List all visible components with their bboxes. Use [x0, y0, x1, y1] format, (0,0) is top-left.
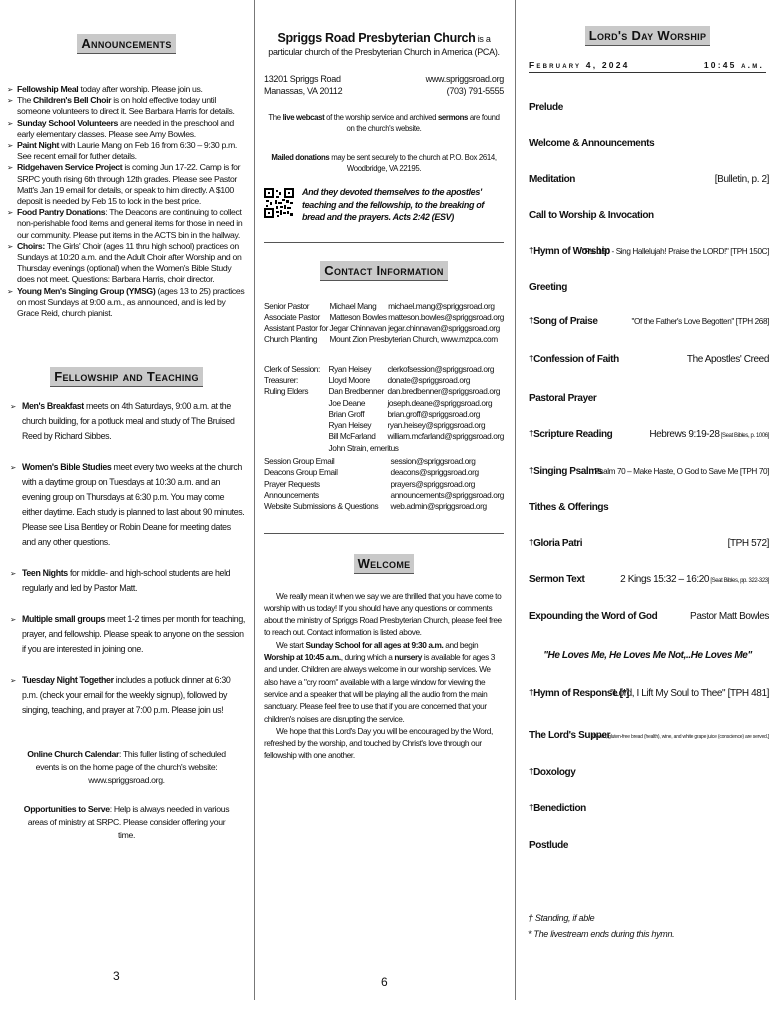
qr-code-icon[interactable] — [264, 188, 294, 218]
fellowship-item: ➢ Multiple small groups meet 1-2 times per month for teaching, prayer, and fellowship. Please speak to anyone on the session if you are interested in joining one. — [8, 612, 245, 657]
worship-item-detail: "Ps. 150 - Sing Hallelujah! Praise the LORD!" [TPH 150C] — [582, 247, 769, 256]
contact-name: Bill McFarland — [328, 431, 376, 442]
contact-email[interactable]: brian.groff@spriggsroad.org — [387, 408, 480, 419]
contact-role: Announcements — [264, 489, 319, 500]
worship-item — [529, 102, 769, 113]
footnote-standing: † Standing, if able — [528, 913, 595, 923]
contact-heading: Contact Information — [320, 261, 447, 281]
contact-name: Ryan Heisey — [328, 363, 372, 374]
bible-verse: And they devoted themselves to the apostles' teaching and the fellowship, to the breaking of bread and the prayers. Acts 2:42 (ESV) — [302, 187, 485, 222]
worship-item-label: †Benediction — [529, 803, 586, 814]
worship-item-label: †Doxology — [529, 767, 576, 778]
worship-item-label: Postlude — [529, 840, 569, 851]
contact-row — [264, 334, 504, 345]
announcement-item: ➢ The Children's Bell Choir is on hold effective today until someone volunteers to direct it. See Barbara Harris for details. — [8, 95, 245, 117]
worship-heading: Lord's Day Worship — [585, 26, 711, 46]
contact-row — [264, 431, 504, 442]
church-intro: Spriggs Road Presbyterian Church is a particular church of the Presbyterian Church in America (PCA). — [268, 31, 500, 57]
worship-item — [529, 429, 769, 440]
website-link[interactable]: www.spriggsroad.org — [425, 74, 504, 84]
contact-row — [264, 420, 504, 431]
contact-name: John Strain, emeritus — [328, 442, 399, 453]
worship-item-label: Welcome & Announcements — [529, 138, 655, 149]
worship-item — [529, 282, 769, 293]
contact-role: Associate Pastor — [264, 311, 320, 322]
contact-email[interactable]: dan.bredbenner@spriggsroad.org — [387, 386, 501, 397]
worship-item-label: †Confession of Faith — [529, 354, 619, 365]
worship-item — [529, 574, 769, 585]
worship-item — [529, 246, 769, 257]
worship-item — [529, 538, 769, 549]
contact-name: Matteson Bowles — [329, 311, 387, 322]
announcement-item: ➢ Ridgehaven Service Project is coming Jun 17-22. Camp is for SRPC youth rising 6th through 12th grades. Please see Pastor Matt's Jan 19 email for details, or speak to him directly. A $100 deposit is needed by Feb 15 to lock in the best price. — [8, 162, 245, 207]
worship-item — [529, 138, 769, 149]
contact-email[interactable]: web.admin@spriggsroad.org — [390, 501, 487, 512]
contact-role — [264, 420, 329, 431]
sermon-title: "He Loves Me, He Loves Me Not,..He Loves Me" — [543, 650, 752, 661]
contact-role — [264, 443, 329, 454]
contact-email[interactable]: matteson.bowles@spriggsroad.org — [388, 311, 504, 322]
contact-role: Treasurer: — [264, 374, 298, 385]
footnote-livestream: * The livestream ends during this hymn. — [528, 929, 675, 939]
church-name: Spriggs Road Presbyterian Church — [277, 31, 476, 45]
column-divider — [515, 0, 516, 1000]
contact-role: Senior Pastor — [264, 300, 310, 311]
contact-email[interactable]: joseph.deane@spriggsroad.org — [387, 397, 493, 408]
contact-email[interactable]: deacons@spriggsroad.org — [390, 467, 479, 478]
worship-item — [529, 611, 769, 622]
contact-email[interactable]: ryan.heisey@spriggsroad.org — [387, 420, 486, 431]
worship-item — [529, 730, 769, 741]
contact-row — [264, 490, 504, 501]
column-divider — [254, 0, 255, 1000]
worship-item-label: The Lord's Supper — [529, 730, 611, 741]
worship-item-label: †Hymn of Worship — [529, 246, 610, 257]
worship-item-label: †Gloria Patri — [529, 538, 583, 549]
contact-email[interactable]: william.mcfarland@spriggsroad.org — [387, 431, 504, 442]
page-number: 3 — [113, 969, 120, 983]
worship-item-detail: The Apostles' Creed — [686, 354, 769, 365]
page-left — [0, 0, 253, 1024]
worship-item-label: Prelude — [529, 102, 563, 113]
worship-item-label: Pastoral Prayer — [529, 393, 597, 404]
contact-role: Deacons Group Email — [264, 467, 338, 478]
contact-name: Lloyd Moore — [328, 374, 370, 385]
worship-item — [529, 502, 769, 513]
worship-item-detail: "Of the Father's Love Begotten" [TPH 268] — [631, 317, 769, 326]
contact-role: Ruling Elders — [264, 386, 309, 397]
announcement-item: ➢ Choirs: The Girls' Choir (ages 11 thru high school) practices on Sundays at 10:20 a.m. and the Adult Choir after Worship and on Thursday evenings (optional) when the Women's Bible Study does not meet. Questions: Barbara Harris, choir director. — [8, 241, 245, 286]
contact-row — [264, 375, 504, 386]
officers-table — [264, 364, 504, 454]
contact-row — [264, 364, 504, 375]
contact-row — [264, 443, 504, 454]
contact-name: Ryan Heisey — [328, 420, 372, 431]
fellowship-list — [8, 399, 245, 718]
contact-name: Dan Bredbenner — [328, 386, 384, 397]
contact-email[interactable]: session@spriggsroad.org — [390, 456, 476, 467]
church-address: 13201 Spriggs Road Manassas, VA 20112 www.spriggsroad.org (703) 791-5555 — [264, 74, 504, 96]
announcement-item: ➢ Food Pantry Donations: The Deacons are continuing to collect non-perishable food items and general items for those in need in our community. Please put items in the ACTS bin in the hallway. — [8, 207, 245, 241]
worship-item — [529, 840, 769, 851]
contact-name: Jegar Chinnavan — [329, 323, 387, 334]
contact-row — [264, 409, 504, 420]
contact-row — [264, 323, 504, 334]
worship-item-label: Greeting — [529, 282, 567, 293]
contact-row — [264, 467, 504, 478]
fellowship-item: ➢ Teen Nights for middle- and high-school students are held regularly and led by Pastor Matt. — [8, 566, 245, 596]
contact-role: Website Submissions & Questions — [264, 501, 379, 512]
contact-role — [264, 409, 329, 420]
calendar-note: Online Church Calendar: This fuller listing of scheduled events is on the home page of the church's website: www.spriggsroad.org. — [27, 749, 226, 786]
worship-item-detail: Hebrews 9:19-28 [Seat Bibles, p. 1006] — [649, 429, 769, 440]
fellowship-item: ➢ Women's Bible Studies meet every two weeks at the church with a daytime group on Tuesdays at 10:30 a.m. and an evening group on Thursdays at 6:30 p.m. You may come either daytime. Each study is planned to last about 90 minutes. Please see Lisa Bentley or Robin Deane for meeting dates and any other questions. — [8, 460, 245, 550]
verse-block — [264, 186, 504, 224]
worship-item — [529, 393, 769, 404]
contact-role: Church Planting — [264, 334, 318, 345]
contact-name: Joe Deane — [328, 397, 366, 408]
contact-row — [264, 312, 504, 323]
worship-item-label: †Scripture Reading — [529, 429, 613, 440]
worship-item — [529, 466, 769, 477]
fellowship-heading: Fellowship and Teaching — [50, 367, 203, 387]
welcome-heading: Welcome — [354, 554, 415, 574]
contact-email[interactable]: announcements@spriggsroad.org — [390, 489, 504, 500]
worship-item-detail: Pastor Matt Bowles — [690, 611, 769, 622]
contact-row — [264, 456, 504, 467]
fellowship-item: ➢ Tuesday Night Together includes a potluck dinner at 6:30 p.m. (check your email for the weekly signup), followed by singing, teaching, and prayer at 7:00 p.m. Please join us! — [8, 673, 245, 718]
contact-email[interactable]: jegar.chinnavan@spriggsroad.org — [388, 323, 500, 334]
worship-item-label: Sermon Text — [529, 574, 585, 585]
worship-item-detail: [Bulletin, p. 2] — [714, 174, 769, 185]
announcements-list — [8, 84, 245, 319]
webcast-note: The live webcast of the worship service and archived sermons are found on the church's website. — [268, 113, 500, 133]
contact-row — [264, 501, 504, 512]
worship-item — [529, 174, 769, 185]
worship-item-detail: [Bread, gluten-free bread (health), wine, and white grape juice (conscience) are served.] — [592, 734, 769, 740]
welcome-text: We really mean it when we say we are thrilled that you have come to worship with us today! If you should have any questions or comments about the ministry of Spriggs Road Presbyterian Church, please feel free to reach out. Contact information is listed above. We start Sunday School for all ages at 9:30 a.m. and begin Worship at 10:45 a.m., during which a nursery is available for ages 3 and under. Children are always welcome in our worship services. We also have a "cry room" available with a large window for viewing the service and a speaker that will be playing all the audio from the main sanctuary. Please feel free to use that if you are concerned that your children's noises are disrupting the service. We hope that this Lord's Day you will be encouraged by the Word, refreshed by the worship, and touched by Christ's love through our fellowship with one another. — [264, 590, 502, 761]
service-date: February 4, 2024 — [529, 60, 630, 70]
contact-role: Clerk of Session: — [264, 363, 320, 374]
contact-name: Brian Groff — [328, 408, 365, 419]
serve-note: Opportunities to Serve: Help is always needed in various areas of ministry at SRPC. Please consider offering your time. — [23, 804, 230, 841]
contact-email[interactable]: michael.mang@spriggsroad.org — [388, 300, 495, 311]
worship-item — [529, 316, 769, 327]
announcement-item: ➢ Sunday School Volunteers are needed in the preschool and early elementary classes. Please see Amy Bowles. — [8, 118, 245, 140]
worship-item-detail: 2 Kings 15:32 – 16:20 [Seat Bibles, pp. 322-323] — [620, 574, 769, 585]
contact-email[interactable]: donate@spriggsroad.org — [387, 374, 471, 385]
contact-row — [264, 479, 504, 490]
worship-item-label: †Singing Psalms — [529, 466, 602, 477]
announcement-item: ➢ Young Men's Singing Group (YMSG) (ages 13 to 25) practices on most Sundays at 9:00 a.m., as announced, and is led by Grace Reid, church pianist. — [8, 286, 245, 320]
contact-role — [264, 398, 329, 409]
group-email-table — [264, 456, 504, 512]
page-middle — [256, 0, 514, 1024]
mailed-donations-note: Mailed donations may be sent securely to the church at P.O. Box 2614, Woodbridge, VA 22195. — [271, 153, 497, 173]
service-date-line — [529, 60, 766, 73]
worship-item — [529, 803, 769, 814]
worship-item-label: †Song of Praise — [529, 316, 598, 327]
fellowship-item: ➢ Men's Breakfast meets on 4th Saturdays, 9:00 a.m. at the church building, for a potluck meal and study of The Bruised Reed by Richard Sibbes. — [8, 399, 245, 444]
contact-email[interactable]: prayers@spriggsroad.org — [390, 478, 476, 489]
worship-item-label: Expounding the Word of God — [529, 611, 658, 622]
worship-item — [529, 210, 769, 221]
announcement-item: ➢ Paint Night with Laurie Mang on Feb 16 from 6:30 – 9:30 p.m. See recent email for futher details. — [8, 140, 245, 162]
worship-item — [529, 688, 769, 699]
worship-item-detail: Psalm 70 – Make Haste, O God to Save Me [TPH 70] — [594, 467, 769, 476]
contact-role: Prayer Requests — [264, 478, 320, 489]
contact-row — [264, 398, 504, 409]
worship-item-label: Meditation — [529, 174, 575, 185]
contact-role — [264, 431, 329, 442]
contact-email[interactable]: clerkofsession@spriggsroad.org — [387, 363, 495, 374]
contact-row — [264, 301, 504, 312]
contact-row — [264, 386, 504, 397]
worship-item-label: Call to Worship & Invocation — [529, 210, 654, 221]
worship-item — [529, 767, 769, 778]
worship-item — [529, 354, 769, 365]
contact-name: Michael Mang — [329, 300, 377, 311]
announcement-item: ➢ Fellowship Meal today after worship. Please join us. — [8, 84, 245, 95]
contact-role: Assistant Pastor for — [264, 323, 328, 334]
contact-name: Mount Zion Presbyterian Church, www.mzpca.com — [329, 334, 498, 345]
service-time: 10:45 a.m. — [703, 60, 764, 70]
worship-item-label: †Hymn of Response [*] — [529, 688, 629, 699]
worship-item-detail: "Lord, I Lift My Soul to Thee" [TPH 481] — [610, 688, 769, 699]
page-number: 6 — [381, 975, 388, 989]
worship-item-detail: [TPH 572] — [727, 538, 769, 549]
worship-item-label: Tithes & Offerings — [529, 502, 609, 513]
contact-role: Session Group Email — [264, 456, 335, 467]
announcements-heading: Announcements — [77, 34, 175, 54]
staff-table — [264, 301, 504, 346]
